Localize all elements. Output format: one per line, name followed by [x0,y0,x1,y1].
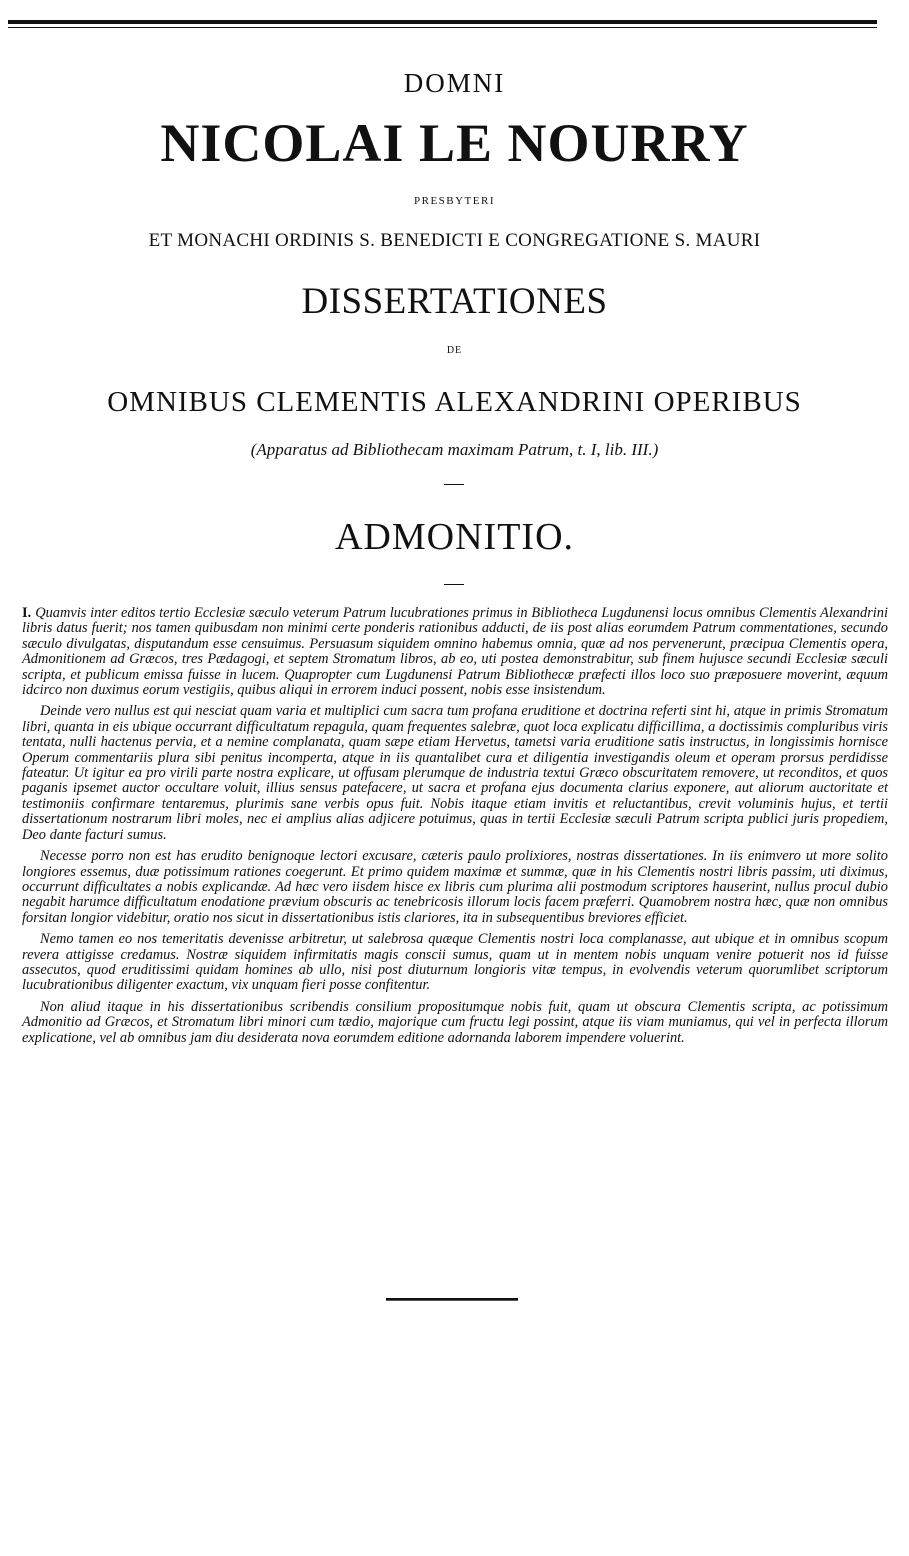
paragraph: Non aliud itaque in his dissertationibus scribendis consilium propositumque nobis fuit, quam ut obscura Clementis scripta, ac potissimum Admonitio ad Græcos, et Stromatum libri minori cum tædio, majorique cum fructu legi possint, atque iis viam muniamus, qui vel in perfecta illorum explicatione, vel ab omnibus jam diu desiderata nova eorumdem editione adornanda laborem impendere voluerint. [22,998,888,1046]
work-title: DISSERTATIONES [301,281,608,322]
bottom-rule [386,1298,518,1301]
paragraph-number: I. [22,605,32,621]
author-name: NICOLAI LE NOURRY [160,113,749,173]
divider-dash [444,484,464,485]
author-title: PRESBYTERI [413,195,495,207]
author-prefix: DOMNI [403,68,506,98]
paragraph: Nemo tamen eo nos temeritatis devenisse arbitretur, ut salebrosa quæque Clementis nostri loca complanasse, aut ubique et in omnibus scopum revera attigisse credamus. Nostræ siquidem infirmitatis magis conscii sumus, quam ut in mentem nobis unquam venire potuerit nos id fuisse assecutos, quod eruditissimi quidam homines ab ullo, nisi post diuturnum longioris vitæ tempus, in evolvendis veterum quorumlibet scriptorum lucubrationibus diligenter exactum, vix unquam fieri posse confitentur. [22,931,888,994]
top-double-rule [8,20,877,28]
paragraph: Necesse porro non est has erudito benignoque lectori excusare, cæteris paulo prolixiores, nostras dissertationes. In iis enimvero ut more solito longiores essemus, duæ potissimum rationes coegerunt. Et primo quidem maximæ et summæ, quæ in his Clementis nostri libris passim, uti diximus, occurrunt difficultates a nobis explicandæ. Ad hæc vero iisdem hisce ex libris cum plurima alii postmodum scriptores hauserint, nullus procul dubio negabit harumce difficultatum enodatione prævium obscuris ac tenebricosis illorum locis facem præferri. Quamobrem nostra hæc, quæ non omnibus forsitan longior videbitur, oratio nos sicut in dissertationibus istis clariores, ita in subsequentibus breviores efficiet. [22,848,888,926]
paragraph: I. Quamvis inter editos tertio Ecclesiæ sæculo veterum Patrum lucubrationes primus in Bibliotheca Lugdunensi locus omnibus Clementis Alexandrini libris datus fuerit; nos tamen quibusdam non minimi certe ponderis rationibus adducti, de iis post alias eorumdem Patrum commentationes, secundo sæculo divulgatas, disputandum esse censuimus. Persuasum siquidem omnino habemus omnia, quæ ad nos pervenerunt, præcipua Clementis opera, Admonitionem ad Græcos, tres Pædagogi, et septem Stromatum libros, ab eo, uti postea demonstrabitur, sub finem hujusce secundi Ecclesiæ sæculi scripta, et publicum emissa fuisse in lucem. Quapropter cum Lugdunensi Patrum Bibliothecæ præfecti illos loco suo præposuere moverint, æquum idcirco non duximus eorum vestigiis, quibus aliqui in errorem induci possent, nobis esse insistendum. [22,605,888,699]
section-title: ADMONITIO. [334,516,575,558]
work-preposition: DE [446,345,463,356]
paragraph: Deinde vero nullus est qui nesciat quam varia et multiplici cum sacra tum profana eruditione et doctrina referti sint hi, atque in primis Stromatum libri, quanta in eis ubique occurrant difficultatum repagula, quam frequentes salebræ, quot loca explicatu difficillima, a doctissimis compluribus viris tentata, nulli hactenus pervia, et a nemine complanata, quam sæpe etiam Hervetus, tametsi varia eruditione satis instructus, in longissimis hornisce Operum commentariis plura sibi penitus incomperta, atque in iis quantalibet cura et diligentia investigandis oleum et operam prorsus perdidisse fateatur. Ut igitur ea pro virili parte nostra explicare, ut offusam plerumque de industria textui Græco obscuritatem removere, ut reconditos, et quos paganis ipsemet auctor occultare voluit, illius sensus patefacere, ut sacra et profana ejus documenta clarius exponere, aut aliorum auctoritate et testimoniis confirmare tentaremus, plurimis sane verbis opus fuit. Nobis itaque etiam invitis et reluctantibus, crevit voluminis hujus, et tertii dissertationum nostrarum libri moles, nec ei amplius alias adjicere potuimus, quas in tertii Ecclesiæ sæculi Patrum scripta publici juris propediem, Deo dante facturi sumus. [22,703,888,843]
divider-dash [444,584,464,585]
body-text [22,606,888,1052]
work-subject: OMNIBUS CLEMENTIS ALEXANDRINI OPERIBUS [107,386,802,418]
author-order: ET MONACHI ORDINIS S. BENEDICTI E CONGREGATIONE S. MAURI [148,230,761,251]
source-citation: (Apparatus ad Bibliothecam maximam Patrum, t. I, lib. III.) [250,440,659,459]
